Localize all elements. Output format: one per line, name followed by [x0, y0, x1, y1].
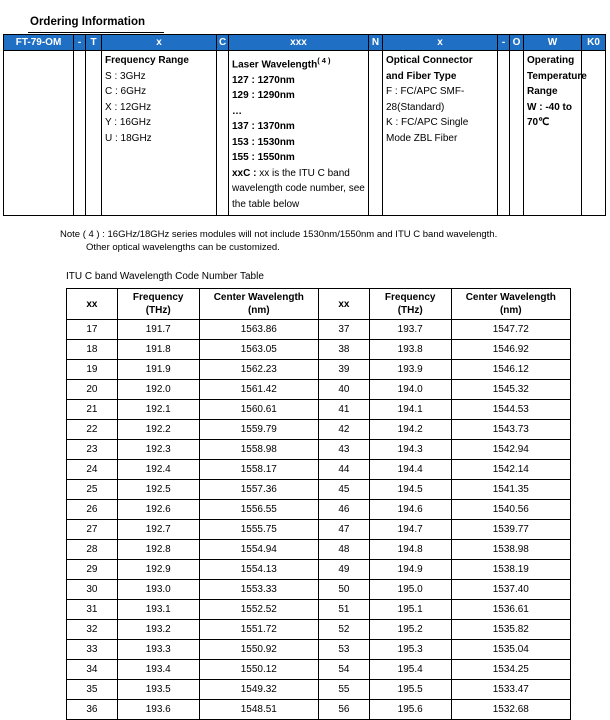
cell-freq-left: 191.9 — [117, 360, 199, 380]
col-header-frequency-right — [369, 289, 451, 320]
ordering-header-row — [4, 35, 606, 51]
cell-xx-left: 18 — [67, 340, 118, 360]
cell-freq-right: 195.2 — [369, 620, 451, 640]
cell-wl-right: 1533.47 — [451, 680, 570, 700]
cell-wl-right: 1536.61 — [451, 600, 570, 620]
cell-wl-right: 1546.92 — [451, 340, 570, 360]
cell-wl-left: 1557.36 — [199, 480, 318, 500]
cell-freq-right: 194.2 — [369, 420, 451, 440]
col-header-frequency-left-l2: (THz) — [145, 305, 171, 316]
cell-wl-left: 1554.13 — [199, 560, 318, 580]
cell-xx-right: 44 — [318, 460, 369, 480]
cell-optical-connector — [383, 51, 498, 216]
cell-xx-right: 45 — [318, 480, 369, 500]
cell-freq-left: 193.1 — [117, 600, 199, 620]
wavelength-option — [232, 150, 365, 166]
col-header-frequency-right-l1: Frequency — [384, 292, 436, 303]
cell-freq-right: 193.8 — [369, 340, 451, 360]
cell-freq-left: 192.2 — [117, 420, 199, 440]
cell-xx-left: 29 — [67, 560, 118, 580]
wavelength-option-text: 153 : 1530nm — [232, 136, 295, 148]
wavelength-option-text: 129 : 1290nm — [232, 90, 295, 102]
table-row — [67, 620, 571, 640]
cell-freq-left: 192.7 — [117, 520, 199, 540]
order-code-part-7: x — [383, 35, 498, 51]
footnote-line-2: Other optical wavelengths can be customized. — [86, 242, 280, 253]
cell-xx-left: 31 — [67, 600, 118, 620]
cell-freq-right: 195.0 — [369, 580, 451, 600]
cell-xx-right: 47 — [318, 520, 369, 540]
cell-freq-right: 194.7 — [369, 520, 451, 540]
cell-wl-left: 1552.52 — [199, 600, 318, 620]
cell-freq-left: 193.3 — [117, 640, 199, 660]
wavelength-option — [232, 104, 365, 120]
cell-freq-left: 193.0 — [117, 580, 199, 600]
cell-wl-right: 1538.98 — [451, 540, 570, 560]
cell-xx-right: 50 — [318, 580, 369, 600]
col-header-xx-right: xx — [318, 289, 369, 320]
cell-wl-right: 1544.53 — [451, 400, 570, 420]
cell-freq-left: 193.4 — [117, 660, 199, 680]
cell-wl-left: 1551.72 — [199, 620, 318, 640]
table-row — [67, 420, 571, 440]
wavelength-option — [232, 135, 365, 151]
cell-wl-left: 1562.23 — [199, 360, 318, 380]
cell-freq-right: 194.1 — [369, 400, 451, 420]
col-header-frequency-right-l2: (THz) — [397, 305, 423, 316]
col-header-wavelength-right-l2: (nm) — [499, 305, 522, 316]
table-row — [67, 400, 571, 420]
cell-wl-left: 1550.12 — [199, 660, 318, 680]
order-code-part-11: K0 — [582, 35, 606, 51]
cell-freq-left: 191.8 — [117, 340, 199, 360]
cell-freq-right: 193.7 — [369, 320, 451, 340]
cell-wl-left: 1563.86 — [199, 320, 318, 340]
cell-freq-right: 195.5 — [369, 680, 451, 700]
cell-freq-right: 194.5 — [369, 480, 451, 500]
cell-dash-1-blank — [74, 51, 86, 216]
footnote-marker: ( 4 ) — [317, 56, 331, 65]
cell-wl-left: 1561.42 — [199, 380, 318, 400]
cell-freq-left: 192.9 — [117, 560, 199, 580]
connector-option: K : FC/APC Single Mode ZBL Fiber — [386, 117, 469, 144]
order-code-part-8: - — [498, 35, 510, 51]
wavelength-option-text: 155 : 1550nm — [232, 152, 295, 164]
cell-freq-right: 194.0 — [369, 380, 451, 400]
frequency-option: Y : 16GHz — [105, 117, 151, 128]
cell-xx-left: 24 — [67, 460, 118, 480]
cell-xx-right: 55 — [318, 680, 369, 700]
cell-wl-right: 1542.14 — [451, 460, 570, 480]
cell-xx-left: 19 — [67, 360, 118, 380]
wavelength-option — [232, 119, 365, 135]
table-row — [67, 340, 571, 360]
wavelength-option — [232, 88, 365, 104]
frequency-option: X : 12GHz — [105, 101, 152, 113]
col-header-xx-left: xx — [67, 289, 118, 320]
order-code-part-1: - — [74, 35, 86, 51]
order-code-part-5: xxx — [229, 35, 369, 51]
cell-xx-left: 21 — [67, 400, 118, 420]
title-divider — [28, 32, 164, 33]
cell-xx-left: 33 — [67, 640, 118, 660]
cell-wl-left: 1555.75 — [199, 520, 318, 540]
cell-xx-right: 42 — [318, 420, 369, 440]
cell-xx-right: 49 — [318, 560, 369, 580]
cell-xx-left: 17 — [67, 320, 118, 340]
cell-xx-left: 20 — [67, 380, 118, 400]
cell-xx-left: 26 — [67, 500, 118, 520]
footnote-line-1: Note ( 4 ) : 16GHz/18GHz series modules will not include 1530nm/1550nm and ITU C band wavelength. — [60, 229, 498, 240]
col-header-wavelength-right-l1: Center Wavelength — [465, 292, 556, 303]
ordering-information-table — [3, 34, 606, 216]
cell-wl-right: 1546.12 — [451, 360, 570, 380]
wavelength-note-text: xx is the ITU C band wavelength code number, see the table below — [232, 167, 365, 210]
cell-xx-right: 41 — [318, 400, 369, 420]
table-row — [67, 540, 571, 560]
temperature-title-line2: Temperature — [527, 70, 587, 82]
cell-freq-right: 194.4 — [369, 460, 451, 480]
cell-wl-left: 1553.33 — [199, 580, 318, 600]
cell-xx-left: 30 — [67, 580, 118, 600]
cell-wl-right: 1532.68 — [451, 700, 570, 720]
itu-header-row — [67, 289, 571, 320]
cell-o-blank — [510, 51, 524, 216]
table-row — [67, 380, 571, 400]
frequency-range-title: Frequency Range — [105, 55, 189, 66]
cell-wl-right: 1539.77 — [451, 520, 570, 540]
cell-wl-left: 1554.94 — [199, 540, 318, 560]
temperature-title-line1: Operating — [527, 55, 575, 66]
cell-freq-right: 195.1 — [369, 600, 451, 620]
cell-wl-left: 1563.05 — [199, 340, 318, 360]
table-row — [67, 680, 571, 700]
wavelength-option-text: 127 : 1270nm — [232, 74, 295, 86]
cell-wl-left: 1556.55 — [199, 500, 318, 520]
cell-wl-right: 1545.32 — [451, 380, 570, 400]
frequency-option: U : 18GHz — [105, 132, 152, 144]
cell-wl-right: 1538.19 — [451, 560, 570, 580]
connector-title-line2: and Fiber Type — [386, 70, 457, 82]
cell-xx-right: 56 — [318, 700, 369, 720]
order-code-part-10: W — [524, 35, 582, 51]
cell-freq-right: 194.6 — [369, 500, 451, 520]
frequency-option: S : 3GHz — [105, 70, 146, 82]
temperature-title-line3: Range — [527, 86, 558, 97]
laser-wavelength-title — [232, 53, 365, 73]
cell-wl-right: 1542.94 — [451, 440, 570, 460]
connector-title-line1: Optical Connector — [386, 55, 473, 66]
order-code-part-3: x — [102, 35, 217, 51]
cell-xx-left: 23 — [67, 440, 118, 460]
cell-wl-right: 1535.82 — [451, 620, 570, 640]
cell-xx-left: 36 — [67, 700, 118, 720]
cell-freq-left: 193.5 — [117, 680, 199, 700]
cell-wl-left: 1558.17 — [199, 460, 318, 480]
table-row — [67, 560, 571, 580]
ordering-body-row — [4, 51, 606, 216]
order-code-part-0: FT-79-OM — [4, 35, 74, 51]
itu-table-caption: ITU C band Wavelength Code Number Table — [66, 271, 264, 282]
cell-operating-temperature — [524, 51, 587, 216]
order-code-part-2: T — [86, 35, 102, 51]
table-row — [67, 600, 571, 620]
cell-t-blank — [86, 51, 102, 216]
cell-wl-right: 1537.40 — [451, 580, 570, 600]
cell-c-blank — [217, 51, 229, 216]
cell-wl-left: 1558.98 — [199, 440, 318, 460]
table-row — [67, 640, 571, 660]
cell-freq-right: 195.6 — [369, 700, 451, 720]
cell-xx-right: 51 — [318, 600, 369, 620]
wavelength-option-text: … — [232, 105, 242, 117]
table-row — [67, 480, 571, 500]
cell-xx-left: 35 — [67, 680, 118, 700]
cell-wl-left: 1550.92 — [199, 640, 318, 660]
wavelength-note-label: xxC : — [232, 167, 257, 179]
cell-xx-right: 39 — [318, 360, 369, 380]
cell-freq-right: 195.3 — [369, 640, 451, 660]
cell-xx-right: 37 — [318, 320, 369, 340]
cell-freq-left: 192.1 — [117, 400, 199, 420]
cell-model-blank — [4, 51, 74, 216]
cell-freq-left: 193.6 — [117, 700, 199, 720]
cell-freq-left: 192.5 — [117, 480, 199, 500]
cell-wl-left: 1560.61 — [199, 400, 318, 420]
col-header-wavelength-left-l1: Center Wavelength — [213, 292, 304, 303]
frequency-option: C : 6GHz — [105, 86, 147, 97]
cell-wl-right: 1540.56 — [451, 500, 570, 520]
table-row — [67, 460, 571, 480]
cell-freq-left: 192.3 — [117, 440, 199, 460]
itu-c-band-wavelength-table — [66, 288, 571, 720]
temperature-option-text: W : -40 to 70℃ — [527, 101, 572, 128]
cell-wl-right: 1543.73 — [451, 420, 570, 440]
cell-freq-right: 195.4 — [369, 660, 451, 680]
table-row — [67, 580, 571, 600]
cell-xx-right: 46 — [318, 500, 369, 520]
cell-xx-right: 40 — [318, 380, 369, 400]
table-row — [67, 440, 571, 460]
cell-xx-right: 52 — [318, 620, 369, 640]
cell-n-blank — [369, 51, 383, 216]
table-row — [67, 320, 571, 340]
order-code-part-4: C — [217, 35, 229, 51]
cell-freq-right: 194.8 — [369, 540, 451, 560]
cell-xx-right: 54 — [318, 660, 369, 680]
cell-xx-left: 32 — [67, 620, 118, 640]
cell-laser-wavelength — [229, 51, 369, 216]
cell-freq-right: 194.3 — [369, 440, 451, 460]
table-row — [67, 360, 571, 380]
col-header-frequency-left — [117, 289, 199, 320]
cell-freq-left: 193.2 — [117, 620, 199, 640]
cell-dash-2-blank — [498, 51, 510, 216]
cell-freq-left: 191.7 — [117, 320, 199, 340]
cell-freq-right: 193.9 — [369, 360, 451, 380]
cell-wl-left: 1559.79 — [199, 420, 318, 440]
cell-xx-right: 53 — [318, 640, 369, 660]
cell-xx-right: 48 — [318, 540, 369, 560]
cell-xx-left: 22 — [67, 420, 118, 440]
cell-wl-right: 1535.04 — [451, 640, 570, 660]
cell-frequency-range — [102, 51, 217, 216]
cell-freq-right: 194.9 — [369, 560, 451, 580]
wavelength-note — [232, 166, 365, 213]
cell-freq-left: 192.4 — [117, 460, 199, 480]
cell-xx-left: 27 — [67, 520, 118, 540]
col-header-wavelength-left — [199, 289, 318, 320]
cell-freq-left: 192.0 — [117, 380, 199, 400]
page-title: Ordering Information — [30, 16, 145, 28]
cell-wl-right: 1541.35 — [451, 480, 570, 500]
cell-wl-left: 1548.51 — [199, 700, 318, 720]
cell-wl-right: 1534.25 — [451, 660, 570, 680]
cell-xx-right: 43 — [318, 440, 369, 460]
order-code-part-9: O — [510, 35, 524, 51]
cell-freq-left: 192.8 — [117, 540, 199, 560]
connector-option: F : FC/APC SMF-28(Standard) — [386, 86, 465, 113]
cell-xx-left: 34 — [67, 660, 118, 680]
col-header-wavelength-right — [451, 289, 570, 320]
cell-xx-left: 28 — [67, 540, 118, 560]
order-code-part-6: N — [369, 35, 383, 51]
col-header-wavelength-left-l2: (nm) — [247, 305, 270, 316]
cell-xx-left: 25 — [67, 480, 118, 500]
table-row — [67, 700, 571, 720]
laser-wavelength-title-text: Laser Wavelength — [232, 59, 318, 71]
cell-freq-left: 192.6 — [117, 500, 199, 520]
table-row — [67, 520, 571, 540]
cell-xx-right: 38 — [318, 340, 369, 360]
cell-wl-left: 1549.32 — [199, 680, 318, 700]
col-header-frequency-left-l1: Frequency — [132, 292, 184, 303]
table-row — [67, 500, 571, 520]
temperature-option — [527, 100, 578, 131]
wavelength-option-text: 137 : 1370nm — [232, 121, 295, 133]
wavelength-option — [232, 73, 365, 89]
cell-wl-right: 1547.72 — [451, 320, 570, 340]
